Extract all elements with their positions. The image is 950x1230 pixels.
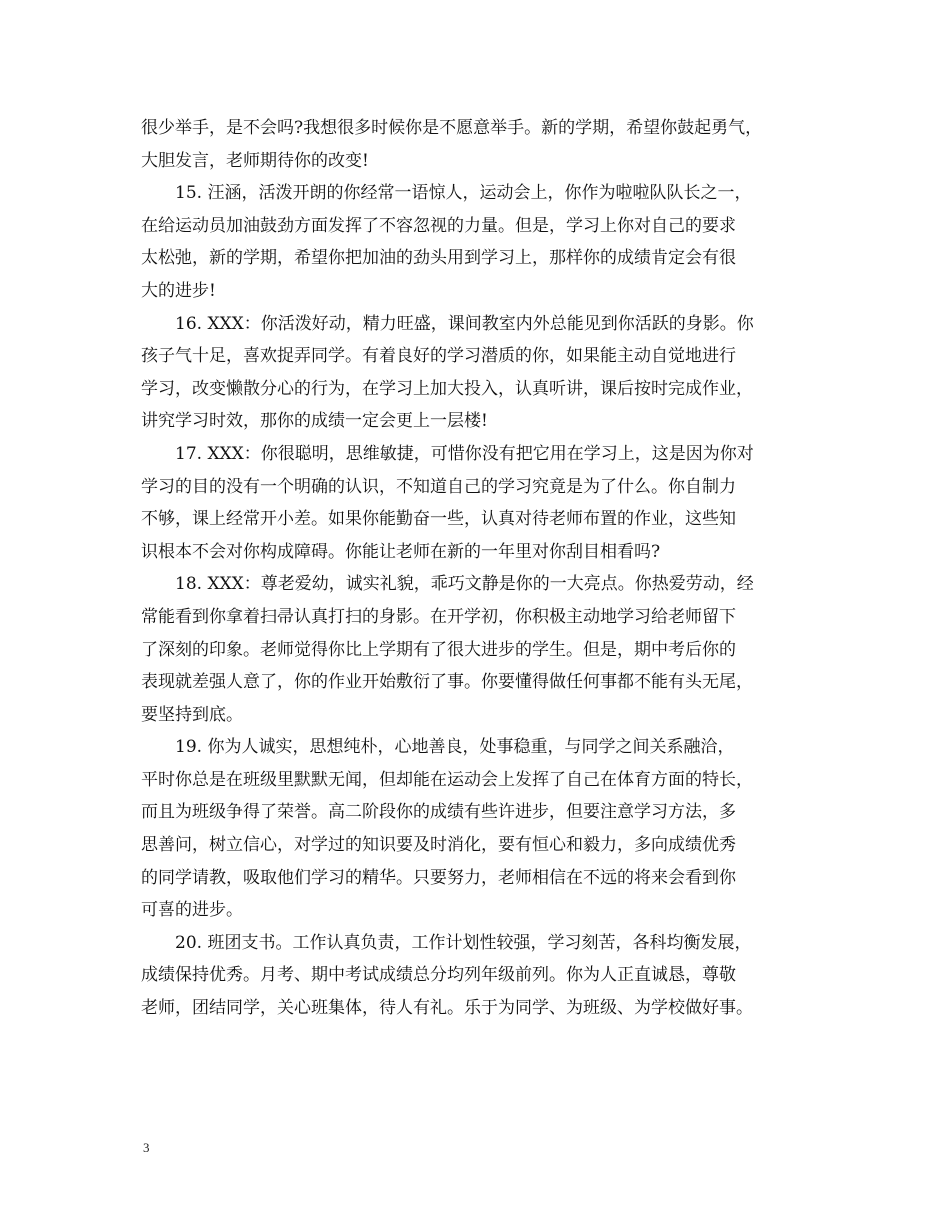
text-line: 老师，团结同学，关心班集体，待人有礼。乐于为同学、为班级、为学校做好事。: [141, 998, 753, 1019]
text-line: 大的进步!: [141, 280, 216, 301]
text-line: 17. XXX：你很聪明，思维敏捷，可惜你没有把它用在学习上，这是因为你对: [175, 443, 754, 464]
paragraph-continued: [141, 112, 831, 177]
page-number: 3: [143, 1140, 150, 1155]
paragraph-item-20: [141, 927, 831, 1025]
text-line: 15. 汪涵，活泼开朗的你经常一语惊人，运动会上，你作为啦啦队队长之一，: [175, 183, 752, 204]
text-line: 20. 班团支书。工作认真负责，工作计划性较强，学习刻苦，各科均衡发展，: [175, 932, 752, 953]
text-line: 16. XXX：你活泼好动，精力旺盛，课间教室内外总能见到你活跃的身影。你: [175, 313, 754, 334]
paragraph-item-17: [141, 438, 831, 568]
text-line: 讲究学习时效，那你的成绩一定会更上一层楼!: [141, 411, 488, 432]
text-line: 表现就差强人意了，你的作业开始敷衍了事。你要懂得做任何事都不能有头无尾，: [141, 672, 753, 693]
text-line: 思善问，树立信心，对学过的知识要及时消化，要有恒心和毅力，多向成绩优秀: [141, 835, 736, 856]
paragraph-item-18: [141, 568, 831, 731]
paragraph-item-15: [141, 177, 831, 307]
text-line: 可喜的进步。: [141, 900, 243, 921]
text-line: 常能看到你拿着扫帚认真打扫的身影。在开学初，你积极主动地学习给老师留下: [141, 606, 736, 627]
text-line: 学习，改变懒散分心的行为，在学习上加大投入，认真听讲，课后按时完成作业，: [141, 378, 753, 399]
text-line: 孩子气十足，喜欢捉弄同学。有着良好的学习潜质的你，如果能主动自觉地进行: [141, 346, 736, 367]
text-line: 大胆发言，老师期待你的改变!: [141, 150, 369, 171]
text-line: 很少举手，是不会吗?我想很多时候你是不愿意举手。新的学期，希望你鼓起勇气，: [141, 118, 763, 138]
text-line: 太松弛，新的学期，希望你把加油的劲头用到学习上，那样你的成绩肯定会有很: [141, 248, 736, 269]
text-line: 学习的目的没有一个明确的认识，不知道自己的学习究竟是为了什么。你自制力: [141, 476, 736, 497]
document-body: [141, 112, 831, 1025]
text-line: 19. 你为人诚实，思想纯朴，心地善良，处事稳重，与同学之间关系融洽，: [175, 737, 735, 758]
text-line: 而且为班级争得了荣誉。高二阶段你的成绩有些许进步，但要注意学习方法，多: [141, 802, 736, 823]
paragraph-item-16: [141, 308, 831, 438]
text-line: 识根本不会对你构成障碍。你能让老师在新的一年里对你刮目相看吗?: [141, 541, 661, 562]
text-line: 成绩保持优秀。月考、期中考试成绩总分均列年级前列。你为人正直诚恳，尊敬: [141, 965, 736, 986]
paragraph-item-19: [141, 731, 831, 927]
text-line: 的同学请教，吸取他们学习的精华。只要努力，老师相信在不远的将来会看到你: [141, 867, 736, 888]
text-line: 18. XXX：尊老爱幼，诚实礼貌，乖巧文静是你的一大亮点。你热爱劳动，经: [175, 574, 754, 595]
text-line: 要坚持到底。: [141, 704, 243, 725]
text-line: 不够，课上经常开小差。如果你能勤奋一些，认真对待老师布置的作业，这些知: [141, 509, 736, 530]
text-line: 在给运动员加油鼓劲方面发挥了不容忽视的力量。但是，学习上你对自己的要求: [141, 215, 736, 236]
text-line: 了深刻的印象。老师觉得你比上学期有了很大进步的学生。但是，期中考后你的: [141, 639, 736, 660]
text-line: 平时你总是在班级里默默无闻，但却能在运动会上发挥了自己在体育方面的特长，: [141, 769, 753, 790]
